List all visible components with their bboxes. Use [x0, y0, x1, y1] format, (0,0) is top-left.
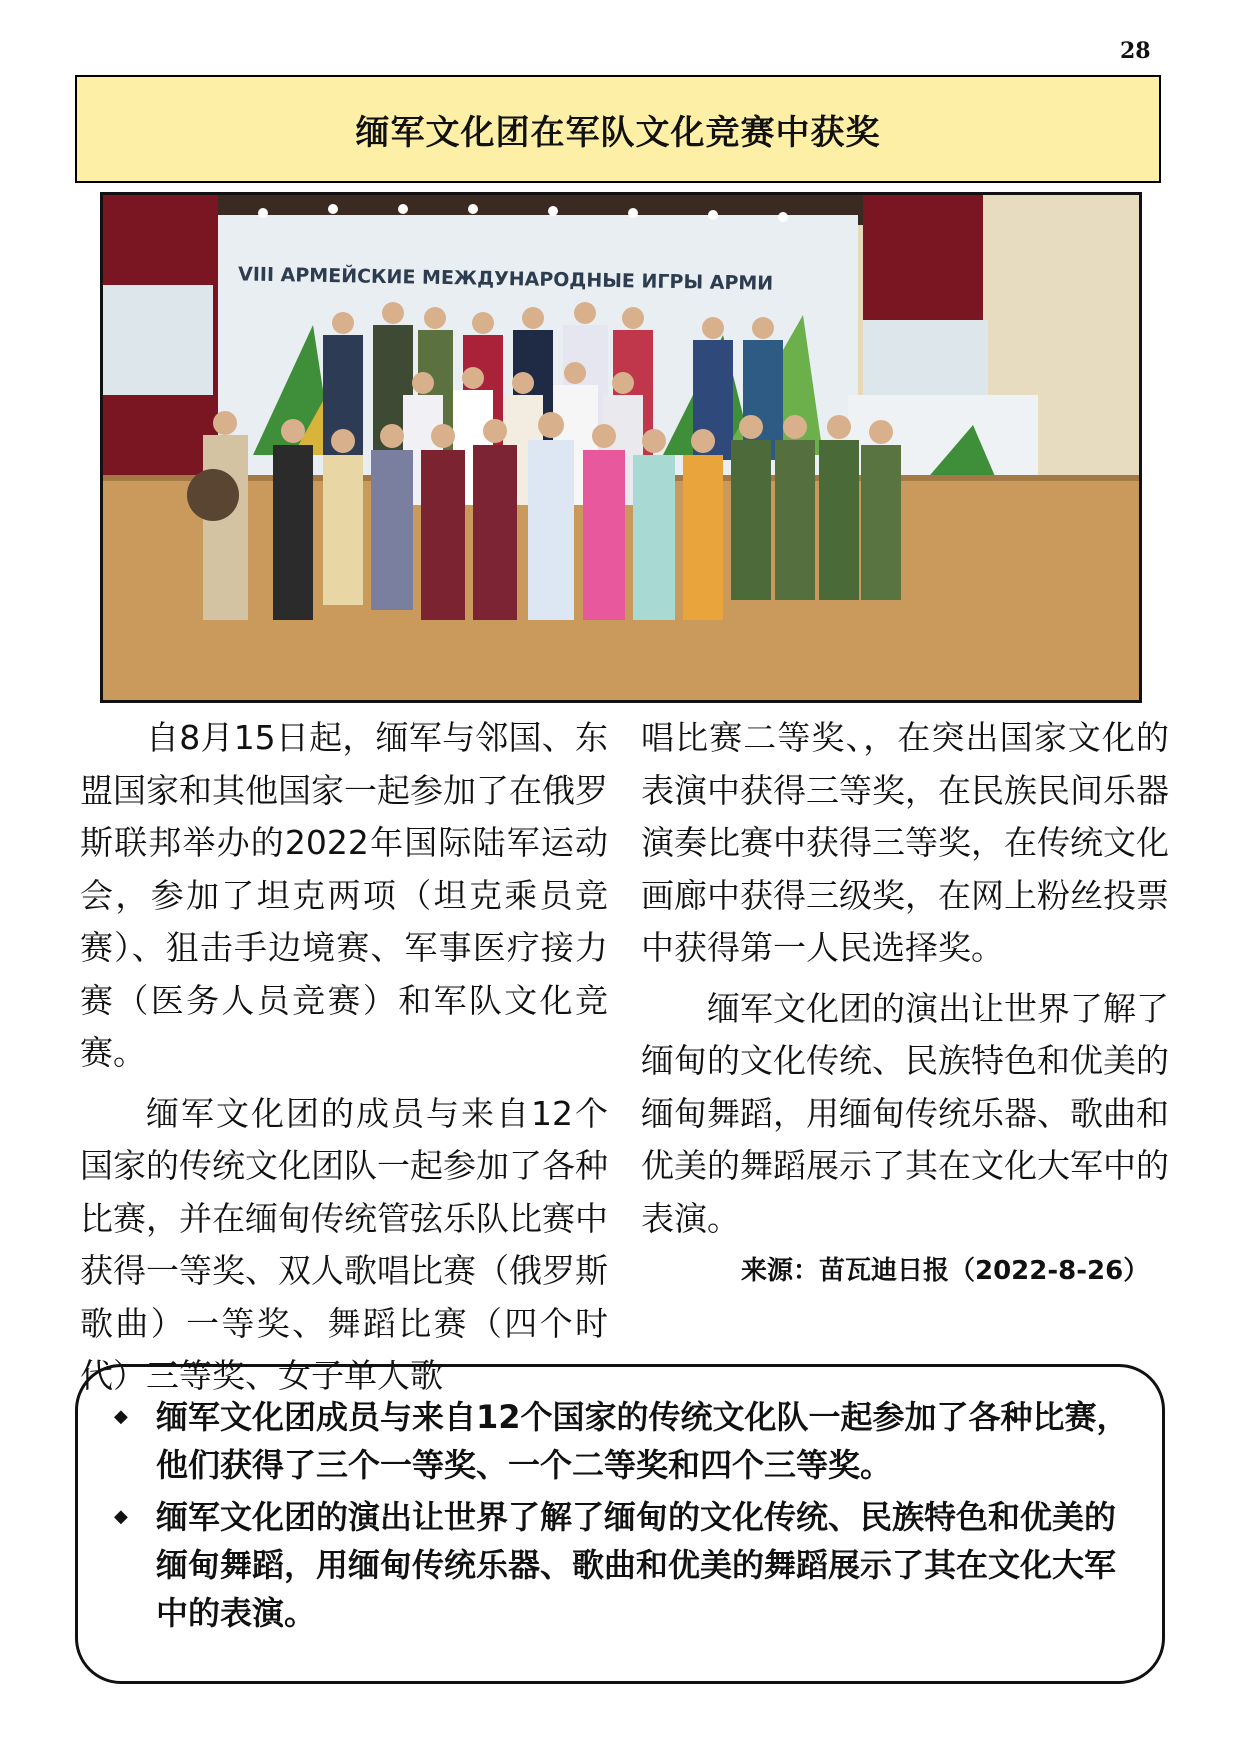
article-paragraph-continued: 唱比赛二等奖、，在突出国家文化的表演中获得三等奖，在民族民间乐器演奏比赛中获得三等奖，在传统文化画廊中获得三级奖，在网上粉丝投票中获得第一人民选择奖。 [641, 718, 1169, 967]
summary-text: 缅军文化团的演出让世界了解了缅甸的文化传统、民族特色和优美的缅甸舞蹈，用缅甸传统乐器、歌曲和优美的舞蹈展示了其在文化大军中的表演。 [156, 1498, 1117, 1632]
diamond-bullet-icon: ◆ [114, 1406, 128, 1427]
summary-text: 缅军文化团成员与来自12个国家的传统文化队一起参加了各种比赛，他们获得了三个一等奖、一个二等奖和四个三等奖。 [156, 1398, 1129, 1484]
performers-front-row [187, 435, 901, 620]
page-title: 缅军文化团在军队文化竞赛中获奖 [355, 112, 881, 153]
title-banner [75, 75, 1161, 183]
banner-text: VIII АРМЕЙСКИЕ МЕЖДУНАРОДНЫЕ ИГРЫ АРМИ [237, 263, 774, 295]
diamond-bullet-icon: ◆ [114, 1506, 128, 1527]
summary-box [75, 1364, 1165, 1684]
article-paragraph: 缅军文化团的演出让世界了解了缅甸的文化传统、民族特色和优美的缅甸舞蹈，用缅甸传统乐器、歌曲和优美的舞蹈展示了其在文化大军中的表演。 [641, 988, 1169, 1238]
article-column-right [641, 712, 1169, 1253]
group-photo [100, 192, 1142, 703]
page-number: 28 [1120, 38, 1151, 64]
article-paragraph: 缅军文化团的成员与来自12个国家的传统文化团队一起参加了各种比赛，并在缅甸传统管弦乐队比赛中获得一等奖、双人歌唱比赛（俄罗斯歌曲）一等奖、舞蹈比赛（四个时代）三等奖、女子单人歌 [80, 1093, 608, 1395]
source-citation: 来源：苗瓦迪日报（2022-8-26） [741, 1256, 1150, 1286]
summary-item [104, 1393, 1134, 1489]
summary-item [104, 1493, 1134, 1637]
article-paragraph: 自8月15日起，缅军与邻国、东盟国家和其他国家一起参加了在俄罗斯联邦举办的2022年国际陆军运动会，参加了坦克两项（坦克乘员竞赛）、狙击手边境赛、军事医疗接力赛（医务人员竞赛）和军队文化竞赛。 [80, 718, 608, 1072]
article-column-left [80, 712, 608, 1411]
